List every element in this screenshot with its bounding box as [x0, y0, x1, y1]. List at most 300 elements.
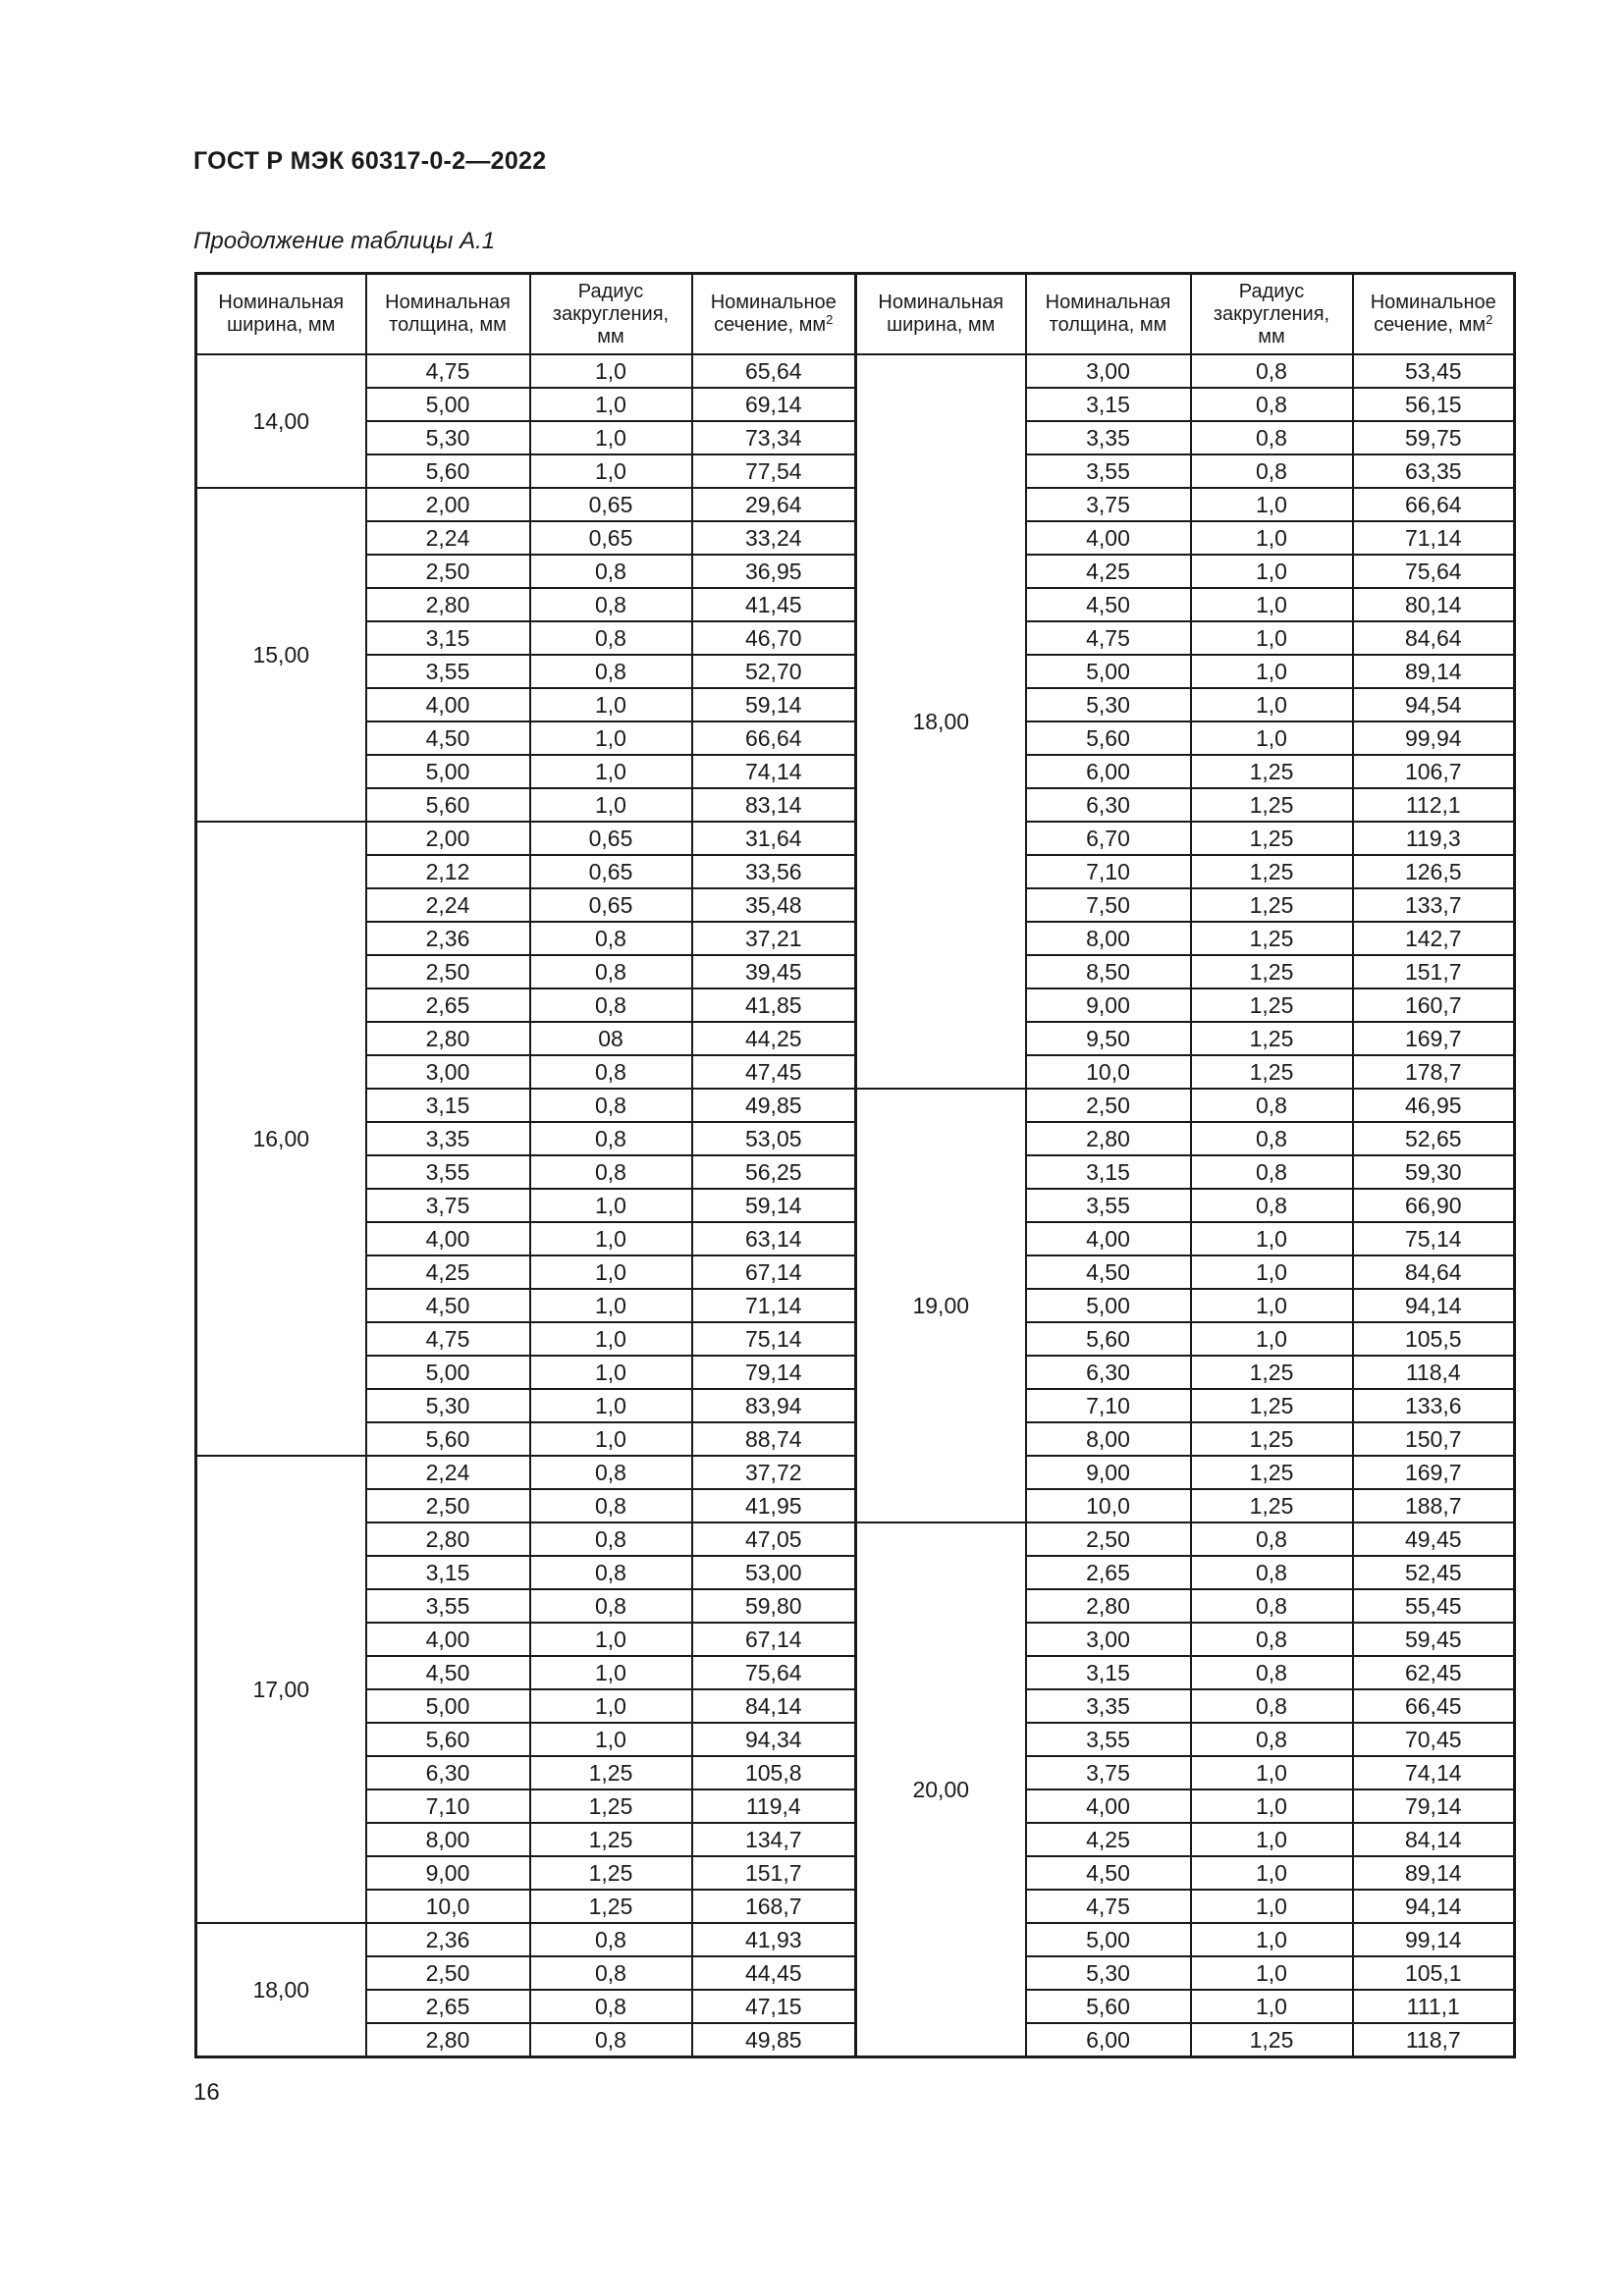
section-cell: 41,95	[692, 1489, 856, 1522]
section-cell: 59,14	[692, 1189, 856, 1222]
section-cell: 99,14	[1353, 1923, 1515, 1956]
section-cell: 94,14	[1353, 1289, 1515, 1322]
section-cell: 37,21	[692, 922, 856, 955]
thickness-cell: 6,00	[1026, 755, 1191, 788]
table-row	[196, 1022, 1515, 1055]
radius-cell: 1,0	[530, 421, 692, 454]
thickness-cell: 4,00	[366, 688, 530, 721]
radius-cell: 1,0	[530, 788, 692, 822]
radius-cell: 0,8	[530, 1155, 692, 1189]
thickness-cell: 3,00	[366, 1055, 530, 1089]
section-cell: 75,14	[692, 1322, 856, 1356]
thickness-cell: 4,25	[366, 1255, 530, 1289]
radius-cell: 1,25	[530, 1890, 692, 1923]
table-row	[196, 1189, 1515, 1222]
table-row	[196, 521, 1515, 555]
table-row	[196, 621, 1515, 655]
radius-cell: 1,0	[530, 1189, 692, 1222]
radius-cell: 1,25	[1191, 1456, 1353, 1489]
table-row	[196, 1823, 1515, 1856]
radius-cell: 1,0	[530, 1723, 692, 1756]
radius-cell: 1,0	[1191, 1222, 1353, 1255]
radius-cell: 1,0	[530, 688, 692, 721]
radius-cell: 0,8	[530, 1089, 692, 1122]
table-row	[196, 1155, 1515, 1189]
radius-cell: 0,8	[1191, 354, 1353, 388]
section-cell: 52,65	[1353, 1122, 1515, 1155]
section-cell: 33,24	[692, 521, 856, 555]
table-row	[196, 555, 1515, 588]
section-cell: 69,14	[692, 388, 856, 421]
radius-cell: 1,0	[1191, 1856, 1353, 1890]
section-cell: 168,7	[692, 1890, 856, 1923]
table-row	[196, 1289, 1515, 1322]
section-cell: 66,90	[1353, 1189, 1515, 1222]
thickness-cell: 6,30	[366, 1756, 530, 1789]
table-row	[196, 1990, 1515, 2023]
section-cell: 112,1	[1353, 788, 1515, 822]
section-cell: 74,14	[1353, 1756, 1515, 1789]
thickness-cell: 5,00	[366, 755, 530, 788]
thickness-cell: 6,30	[1026, 788, 1191, 822]
header-width-right: Номинальная ширина, мм	[856, 274, 1026, 355]
thickness-cell: 3,75	[1026, 1756, 1191, 1789]
thickness-cell: 5,60	[366, 454, 530, 488]
table-row	[196, 1456, 1515, 1489]
table-row	[196, 988, 1515, 1022]
thickness-cell: 5,00	[1026, 655, 1191, 688]
section-cell: 160,7	[1353, 988, 1515, 1022]
radius-cell: 1,25	[1191, 1055, 1353, 1089]
radius-cell: 0,65	[530, 521, 692, 555]
header-thickness-right: Номинальная толщина, мм	[1026, 274, 1191, 355]
radius-cell: 0,8	[1191, 388, 1353, 421]
radius-cell: 0,8	[1191, 1623, 1353, 1656]
section-cell: 49,45	[1353, 1522, 1515, 1556]
section-cell: 55,45	[1353, 1589, 1515, 1623]
section-cell: 74,14	[692, 755, 856, 788]
radius-cell: 1,25	[530, 1856, 692, 1890]
header-thickness-left: Номинальная толщина, мм	[366, 274, 530, 355]
radius-cell: 1,0	[530, 721, 692, 755]
radius-cell: 1,0	[530, 1623, 692, 1656]
table-row	[196, 421, 1515, 454]
table-row	[196, 888, 1515, 922]
section-cell: 63,14	[692, 1222, 856, 1255]
section-cell: 94,34	[692, 1723, 856, 1756]
radius-cell: 1,0	[530, 1656, 692, 1689]
table-row	[196, 1856, 1515, 1890]
section-cell: 71,14	[692, 1289, 856, 1322]
section-cell: 33,56	[692, 855, 856, 888]
section-cell: 119,4	[692, 1789, 856, 1823]
thickness-cell: 2,00	[366, 488, 530, 521]
table-body	[196, 354, 1515, 2057]
radius-cell: 1,0	[530, 388, 692, 421]
thickness-cell: 2,50	[1026, 1522, 1191, 1556]
width-cell: 18,00	[196, 1923, 366, 2057]
header-radius-right: Радиус закругления, мм	[1191, 274, 1353, 355]
thickness-cell: 5,30	[366, 421, 530, 454]
section-cell: 89,14	[1353, 655, 1515, 688]
radius-cell: 1,25	[1191, 1422, 1353, 1456]
thickness-cell: 2,50	[1026, 1089, 1191, 1122]
thickness-cell: 3,15	[1026, 1656, 1191, 1689]
thickness-cell: 9,00	[1026, 988, 1191, 1022]
radius-cell: 0,8	[1191, 1155, 1353, 1189]
section-cell: 56,15	[1353, 388, 1515, 421]
table-caption: Продолжение таблицы А.1	[193, 228, 496, 254]
thickness-cell: 6,70	[1026, 822, 1191, 855]
thickness-cell: 4,75	[1026, 621, 1191, 655]
section-cell: 105,8	[692, 1756, 856, 1789]
thickness-cell: 3,55	[366, 1589, 530, 1623]
radius-cell: 08	[530, 1022, 692, 1055]
thickness-cell: 6,00	[1026, 2023, 1191, 2057]
thickness-cell: 4,75	[366, 354, 530, 388]
width-cell: 19,00	[856, 1089, 1026, 1522]
section-cell: 47,45	[692, 1055, 856, 1089]
radius-cell: 0,8	[530, 988, 692, 1022]
section-cell: 53,45	[1353, 354, 1515, 388]
section-cell: 44,45	[692, 1956, 856, 1990]
radius-cell: 1,0	[1191, 1890, 1353, 1923]
radius-cell: 0,8	[1191, 1089, 1353, 1122]
table-row	[196, 755, 1515, 788]
section-cell: 84,64	[1353, 621, 1515, 655]
section-cell: 66,64	[1353, 488, 1515, 521]
thickness-cell: 3,55	[366, 655, 530, 688]
thickness-cell: 2,80	[366, 1022, 530, 1055]
section-cell: 62,45	[1353, 1656, 1515, 1689]
radius-cell: 0,8	[1191, 454, 1353, 488]
radius-cell: 0,8	[530, 1589, 692, 1623]
table-row	[196, 855, 1515, 888]
thickness-cell: 3,35	[366, 1122, 530, 1155]
header-radius-left: Радиус закругления, мм	[530, 274, 692, 355]
thickness-cell: 2,80	[1026, 1589, 1191, 1623]
section-cell: 99,94	[1353, 721, 1515, 755]
thickness-cell: 5,60	[366, 788, 530, 822]
thickness-cell: 4,50	[1026, 1856, 1191, 1890]
table-row	[196, 1556, 1515, 1589]
thickness-cell: 8,00	[1026, 1422, 1191, 1456]
table-row	[196, 922, 1515, 955]
radius-cell: 1,0	[1191, 655, 1353, 688]
section-cell: 188,7	[1353, 1489, 1515, 1522]
radius-cell: 1,0	[530, 755, 692, 788]
thickness-cell: 2,50	[366, 1489, 530, 1522]
section-cell: 94,54	[1353, 688, 1515, 721]
section-cell: 84,14	[692, 1689, 856, 1723]
radius-cell: 1,25	[530, 1823, 692, 1856]
section-cell: 70,45	[1353, 1723, 1515, 1756]
radius-cell: 1,25	[1191, 922, 1353, 955]
thickness-cell: 2,24	[366, 888, 530, 922]
thickness-cell: 4,25	[1026, 1823, 1191, 1856]
radius-cell: 0,8	[1191, 1689, 1353, 1723]
thickness-cell: 5,60	[1026, 1990, 1191, 2023]
section-cell: 106,7	[1353, 755, 1515, 788]
radius-cell: 1,0	[1191, 688, 1353, 721]
section-cell: 126,5	[1353, 855, 1515, 888]
radius-cell: 0,8	[530, 1122, 692, 1155]
thickness-cell: 4,50	[1026, 588, 1191, 621]
section-cell: 29,64	[692, 488, 856, 521]
section-cell: 67,14	[692, 1623, 856, 1656]
table-row	[196, 454, 1515, 488]
section-cell: 49,85	[692, 1089, 856, 1122]
thickness-cell: 5,60	[366, 1723, 530, 1756]
thickness-cell: 4,25	[1026, 555, 1191, 588]
thickness-cell: 7,50	[1026, 888, 1191, 922]
table-row	[196, 488, 1515, 521]
radius-cell: 1,0	[1191, 521, 1353, 555]
section-cell: 63,35	[1353, 454, 1515, 488]
table-row	[196, 1689, 1515, 1723]
section-cell: 59,14	[692, 688, 856, 721]
thickness-cell: 2,65	[1026, 1556, 1191, 1589]
thickness-cell: 4,50	[366, 721, 530, 755]
radius-cell: 0,8	[530, 1990, 692, 2023]
radius-cell: 1,0	[1191, 1789, 1353, 1823]
thickness-cell: 2,00	[366, 822, 530, 855]
radius-cell: 1,0	[1191, 1823, 1353, 1856]
table-row	[196, 788, 1515, 822]
table-row	[196, 2023, 1515, 2057]
thickness-cell: 3,35	[1026, 1689, 1191, 1723]
thickness-cell: 3,75	[366, 1189, 530, 1222]
section-cell: 59,30	[1353, 1155, 1515, 1189]
table-row	[196, 822, 1515, 855]
table-row	[196, 1356, 1515, 1389]
section-cell: 83,94	[692, 1389, 856, 1422]
thickness-cell: 3,15	[1026, 388, 1191, 421]
radius-cell: 1,0	[530, 1222, 692, 1255]
thickness-cell: 4,50	[1026, 1255, 1191, 1289]
thickness-cell: 5,30	[1026, 688, 1191, 721]
radius-cell: 0,8	[530, 1055, 692, 1089]
thickness-cell: 9,00	[1026, 1456, 1191, 1489]
thickness-cell: 7,10	[366, 1789, 530, 1823]
thickness-cell: 3,00	[1026, 354, 1191, 388]
thickness-cell: 5,30	[366, 1389, 530, 1422]
radius-cell: 1,25	[530, 1789, 692, 1823]
width-cell: 20,00	[856, 1522, 1026, 2057]
section-cell: 71,14	[1353, 521, 1515, 555]
table-row	[196, 1789, 1515, 1823]
thickness-cell: 4,00	[366, 1623, 530, 1656]
thickness-cell: 9,00	[366, 1856, 530, 1890]
section-cell: 36,95	[692, 555, 856, 588]
radius-cell: 0,8	[1191, 1122, 1353, 1155]
section-cell: 105,5	[1353, 1322, 1515, 1356]
section-cell: 53,05	[692, 1122, 856, 1155]
radius-cell: 0,8	[1191, 421, 1353, 454]
radius-cell: 0,8	[530, 555, 692, 588]
thickness-cell: 8,00	[1026, 922, 1191, 955]
section-cell: 66,64	[692, 721, 856, 755]
table-row	[196, 1723, 1515, 1756]
thickness-cell: 2,65	[366, 1990, 530, 2023]
section-cell: 133,7	[1353, 888, 1515, 922]
section-cell: 111,1	[1353, 1990, 1515, 2023]
radius-cell: 0,8	[530, 1456, 692, 1489]
radius-cell: 1,0	[1191, 621, 1353, 655]
thickness-cell: 2,36	[366, 922, 530, 955]
radius-cell: 1,0	[530, 354, 692, 388]
section-cell: 79,14	[1353, 1789, 1515, 1823]
section-cell: 169,7	[1353, 1456, 1515, 1489]
thickness-cell: 4,50	[366, 1656, 530, 1689]
width-cell: 16,00	[196, 822, 366, 1456]
radius-cell: 1,25	[1191, 955, 1353, 988]
section-cell: 31,64	[692, 822, 856, 855]
radius-cell: 1,25	[1191, 1022, 1353, 1055]
radius-cell: 1,0	[1191, 1289, 1353, 1322]
section-cell: 59,80	[692, 1589, 856, 1623]
thickness-cell: 2,80	[1026, 1122, 1191, 1155]
thickness-cell: 5,00	[366, 388, 530, 421]
section-cell: 65,64	[692, 354, 856, 388]
radius-cell: 1,0	[1191, 488, 1353, 521]
thickness-cell: 5,00	[366, 1356, 530, 1389]
radius-cell: 0,8	[1191, 1589, 1353, 1623]
section-cell: 178,7	[1353, 1055, 1515, 1089]
radius-cell: 0,8	[530, 922, 692, 955]
table-row	[196, 1890, 1515, 1923]
thickness-cell: 7,10	[1026, 1389, 1191, 1422]
thickness-cell: 5,00	[1026, 1923, 1191, 1956]
section-cell: 84,64	[1353, 1255, 1515, 1289]
table-row	[196, 1122, 1515, 1155]
radius-cell: 1,0	[530, 1322, 692, 1356]
thickness-cell: 3,15	[366, 621, 530, 655]
thickness-cell: 3,55	[1026, 1723, 1191, 1756]
thickness-cell: 5,60	[1026, 1322, 1191, 1356]
thickness-cell: 7,10	[1026, 855, 1191, 888]
section-cell: 133,6	[1353, 1389, 1515, 1422]
section-cell: 46,70	[692, 621, 856, 655]
section-cell: 75,64	[692, 1656, 856, 1689]
section-cell: 105,1	[1353, 1956, 1515, 1990]
width-cell: 18,00	[856, 354, 1026, 1089]
thickness-cell: 3,55	[1026, 1189, 1191, 1222]
radius-cell: 0,8	[530, 621, 692, 655]
radius-cell: 1,0	[1191, 1756, 1353, 1789]
section-cell: 46,95	[1353, 1089, 1515, 1122]
radius-cell: 0,65	[530, 488, 692, 521]
thickness-cell: 2,80	[366, 588, 530, 621]
width-cell: 17,00	[196, 1456, 366, 1923]
section-cell: 77,54	[692, 454, 856, 488]
radius-cell: 1,0	[530, 1255, 692, 1289]
table-header	[196, 274, 1515, 355]
header-row	[196, 274, 1515, 355]
radius-cell: 0,65	[530, 855, 692, 888]
table-row	[196, 354, 1515, 388]
section-cell: 118,4	[1353, 1356, 1515, 1389]
table-row	[196, 1589, 1515, 1623]
radius-cell: 1,0	[530, 1289, 692, 1322]
radius-cell: 0,65	[530, 888, 692, 922]
section-cell: 37,72	[692, 1456, 856, 1489]
thickness-cell: 2,36	[366, 1923, 530, 1956]
section-cell: 56,25	[692, 1155, 856, 1189]
radius-cell: 1,0	[1191, 1923, 1353, 1956]
thickness-cell: 3,55	[1026, 454, 1191, 488]
section-cell: 59,75	[1353, 421, 1515, 454]
table-row	[196, 588, 1515, 621]
radius-cell: 1,0	[530, 454, 692, 488]
thickness-cell: 4,75	[1026, 1890, 1191, 1923]
section-cell: 52,70	[692, 655, 856, 688]
thickness-cell: 2,50	[366, 555, 530, 588]
table-row	[196, 955, 1515, 988]
thickness-cell: 3,15	[366, 1556, 530, 1589]
section-cell: 47,05	[692, 1522, 856, 1556]
thickness-cell: 2,12	[366, 855, 530, 888]
section-cell: 80,14	[1353, 588, 1515, 621]
thickness-cell: 2,24	[366, 521, 530, 555]
section-cell: 75,64	[1353, 555, 1515, 588]
section-cell: 73,34	[692, 421, 856, 454]
section-cell: 150,7	[1353, 1422, 1515, 1456]
radius-cell: 0,8	[530, 588, 692, 621]
thickness-cell: 8,00	[366, 1823, 530, 1856]
thickness-cell: 5,60	[1026, 721, 1191, 755]
radius-cell: 0,8	[530, 1923, 692, 1956]
section-cell: 41,85	[692, 988, 856, 1022]
section-cell: 89,14	[1353, 1856, 1515, 1890]
section-cell: 88,74	[692, 1422, 856, 1456]
radius-cell: 1,25	[1191, 1356, 1353, 1389]
radius-cell: 1,0	[1191, 1255, 1353, 1289]
thickness-cell: 2,80	[366, 1522, 530, 1556]
radius-cell: 0,8	[530, 1556, 692, 1589]
section-cell: 67,14	[692, 1255, 856, 1289]
thickness-cell: 2,24	[366, 1456, 530, 1489]
table-row	[196, 1756, 1515, 1789]
radius-cell: 1,0	[1191, 1322, 1353, 1356]
thickness-cell: 2,50	[366, 955, 530, 988]
section-cell: 75,14	[1353, 1222, 1515, 1255]
thickness-cell: 10,0	[1026, 1055, 1191, 1089]
radius-cell: 0,8	[1191, 1656, 1353, 1689]
section-cell: 134,7	[692, 1823, 856, 1856]
thickness-cell: 5,00	[366, 1689, 530, 1723]
radius-cell: 0,8	[530, 955, 692, 988]
section-cell: 169,7	[1353, 1022, 1515, 1055]
section-cell: 44,25	[692, 1022, 856, 1055]
section-cell: 35,48	[692, 888, 856, 922]
thickness-cell: 3,35	[1026, 421, 1191, 454]
thickness-cell: 9,50	[1026, 1022, 1191, 1055]
radius-cell: 1,0	[530, 1422, 692, 1456]
radius-cell: 0,65	[530, 822, 692, 855]
radius-cell: 1,25	[1191, 755, 1353, 788]
radius-cell: 1,0	[530, 1356, 692, 1389]
radius-cell: 1,0	[1191, 555, 1353, 588]
section-cell: 151,7	[692, 1856, 856, 1890]
radius-cell: 0,8	[530, 655, 692, 688]
thickness-cell: 4,50	[366, 1289, 530, 1322]
thickness-cell: 3,75	[1026, 488, 1191, 521]
header-section-right: Номинальное сечение, $мм^2$	[1353, 274, 1515, 355]
radius-cell: 0,8	[530, 1956, 692, 1990]
section-cell: 66,45	[1353, 1689, 1515, 1723]
section-cell: 79,14	[692, 1356, 856, 1389]
